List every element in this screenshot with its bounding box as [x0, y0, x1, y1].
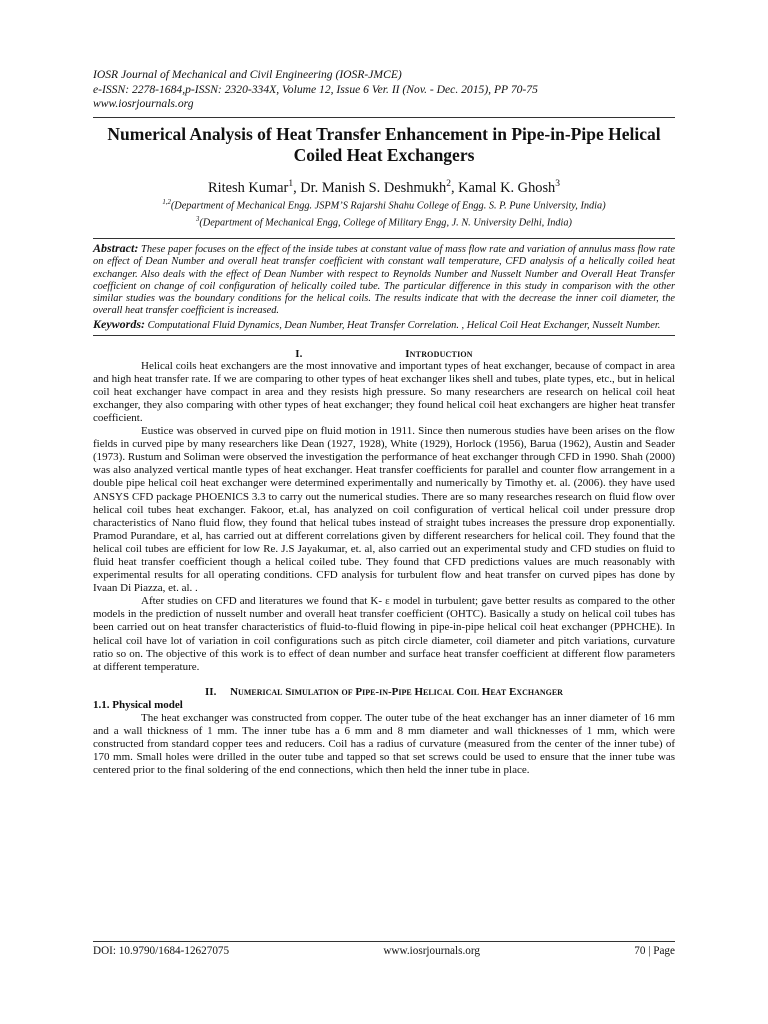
affiliation-2-text: (Department of Mechanical Engg, College of Military Engg, J. N. University Delhi, India)	[199, 217, 572, 229]
affiliation-1-text: (Department of Mechanical Engg. JSPM’S Rajarshi Shahu College of Engg. S. P. Pune University, India)	[170, 200, 606, 212]
journal-url[interactable]: www.iosrjournals.org	[93, 97, 194, 110]
section-1-heading	[93, 348, 675, 360]
intro-paragraph-2: Eustice was observed in curved pipe on fluid motion in 1911. Since then numerous studies have been arises on the flow fields in curved pipe by many researchers like Dean (1927, 1928), White (1929), Horlock (1956), Barua (1962), Austin and Seader (1973). Rustum and Soliman were observed the investigation the performance of heat exchanger through CFD in 1990. Shah (2000) was also analyzed vertical mantle types of heat exchanger. Heat transfer coefficients for parallel and counter flow arrangement in a double pipe helical coil heat exchanger were determined experimentally and numerically by Timothy et. al. (2006). they have used ANSYS CFD package PHOENICS 3.3 to carry out the numerical studies. There are so many researches research on fluid flow over helical coil tubes heat exchanger. Fakoor, et.al, has analyzed on coil configuration of vertical helical coil under pressure drop characteristics of Nano fluid flow, they found that helical tubes instead of straight tubes increases the pressure drop exponentially. Pramod Purandare, et al, has carried out at different correlations given by different researchers for helical coil. They found that the helical coil tubes are efficient for low Re. J.S Jayakumar, et. al, also carried out an experimental study and CFD studies on fluid to fluid heat transfer coefficient though a helical coiled tube. They found that CFD predictions values are much reasonably with experimental results for all operating conditions. CFD analysis for turbulent flow and heat transfer on curved pipes has done by Ivaan Di Piazza, et. al. .	[93, 425, 675, 595]
author-2-sup: 2	[446, 178, 451, 189]
keywords-label: Keywords:	[93, 317, 145, 332]
page-footer	[93, 941, 675, 957]
author-3-sup: 3	[555, 178, 561, 189]
abstract-bottom-rule	[93, 335, 675, 336]
abstract-text: These paper focuses on the effect of the inside tubes at constant value of mass flow rate and variation of annulus mass flow rate on effect of Dean Number and overall heat transfer coefficient with constant wall temperature, CFD analysis of a helically coiled heat exchanger. Also deals with the effect of Dean Number with respect to Reynolds Number and Nusselt Number and Overall Heat Transfer coefficient on change of coil configuration of helically coiled tube. The particular difference in this study in comparison with the other similar studies was the boundary conditions for the helical coils. The results indicate that with the decrease the inner coil diameter, the overall heat transfer coefficient is increased.	[93, 244, 675, 317]
section-1-number: I.	[295, 347, 303, 360]
footer-doi[interactable]: DOI: 10.9790/1684-12627075	[93, 945, 230, 957]
section-2-title: Numerical Simulation of Pipe-in-Pipe Helical Coil Heat Exchanger	[230, 685, 563, 698]
affiliation-1-sup: 1,2	[162, 199, 171, 207]
footer-site[interactable]: www.iosrjournals.org	[383, 945, 480, 957]
affiliation-1	[93, 196, 675, 212]
journal-issn: e-ISSN: 2278-1684,p-ISSN: 2320-334X, Volume 12, Issue 6 Ver. II (Nov. - Dec. 2015), PP 70-75	[93, 82, 538, 96]
paper-title: Numerical Analysis of Heat Transfer Enhancement in Pipe-in-Pipe Helical Coiled Heat Exchangers	[107, 123, 661, 165]
author-1: Ritesh Kumar	[207, 179, 289, 196]
intro-paragraph-1: Helical coils heat exchangers are the most innovative and important types of heat exchanger, because of compact in area and high heat transfer rate. If we are comparing to other types of heat exchanger likes shell and tubes, plate types, etc., but in helical coil heat exchanger have compact in area and they resists high pressure. So many researchers are research on helical coil heat exchanger, they also comparing with other types of heat exchanger; they found helical coil heat exchangers are higher heat transfer coefficient.	[93, 359, 675, 424]
section-2-heading	[93, 686, 675, 699]
section-1-title: Introduction	[405, 347, 473, 360]
keywords-text: Computational Fluid Dynamics, Dean Number, Heat Transfer Correlation. , Helical Coil Heat Exchanger, Nusselt Number.	[145, 320, 661, 332]
author-1-sup: 1	[288, 178, 294, 189]
subsection-heading: 1.1. Physical model	[93, 698, 183, 711]
abstract-top-rule	[93, 238, 675, 239]
physical-model-paragraph: The heat exchanger was constructed from copper. The outer tube of the heat exchanger has an inner diameter of 16 mm and a wall thickness of 1 mm. The inner tube has a 6 mm and 8 mm diameter and wall thicknesses of 1 mm, which were constructed from standard copper tees and reducers. Coil has a radius of curvature (measured from the center of the inner tube) of 170 mm. Small holes were drilled in the outer tube and tapped so that set screws could be used to ensure that the inner tube was centered prior to the final soldering of the end connections, which then held the inner tube in place.	[93, 711, 675, 777]
footer-rule	[93, 941, 675, 942]
intro-paragraph-3: After studies on CFD and literatures we found that K- ε model in turbulent; gave better results as compared to the other models in the prediction of nusselt number and overall heat transfer coefficient (OHTC). Basically a study on helical coil tubes has been carried out on heat transfer characteristics of fluid-to-fluid flowing in pipe-in-pipe helical coil heat exchanger (PPHCHE). In helical coil have lot of variation in coil configurations such as pitch circle diameter, coil diameter and pitch variations, curvature ratio so on. The objective of this work is to effect of dean number and surface heat transfer coefficient at different flow parameters at different temperature.	[93, 595, 675, 673]
journal-header	[93, 68, 675, 112]
journal-name: IOSR Journal of Mechanical and Civil Engineering (IOSR-JMCE)	[93, 68, 402, 81]
footer-page-number: 70 | Page	[634, 945, 675, 957]
abstract-label: Abstract:	[93, 241, 139, 256]
paper-page	[93, 68, 675, 777]
abstract	[93, 242, 675, 317]
affiliation-2-sup: 3	[195, 215, 200, 223]
section-2-number: II.	[205, 685, 217, 698]
affiliation-2	[93, 213, 675, 229]
author-3: , Kamal K. Ghosh	[450, 179, 556, 196]
keywords	[93, 318, 675, 332]
authors	[93, 175, 675, 197]
header-rule	[93, 117, 675, 118]
author-2: , Dr. Manish S. Deshmukh	[293, 179, 447, 196]
